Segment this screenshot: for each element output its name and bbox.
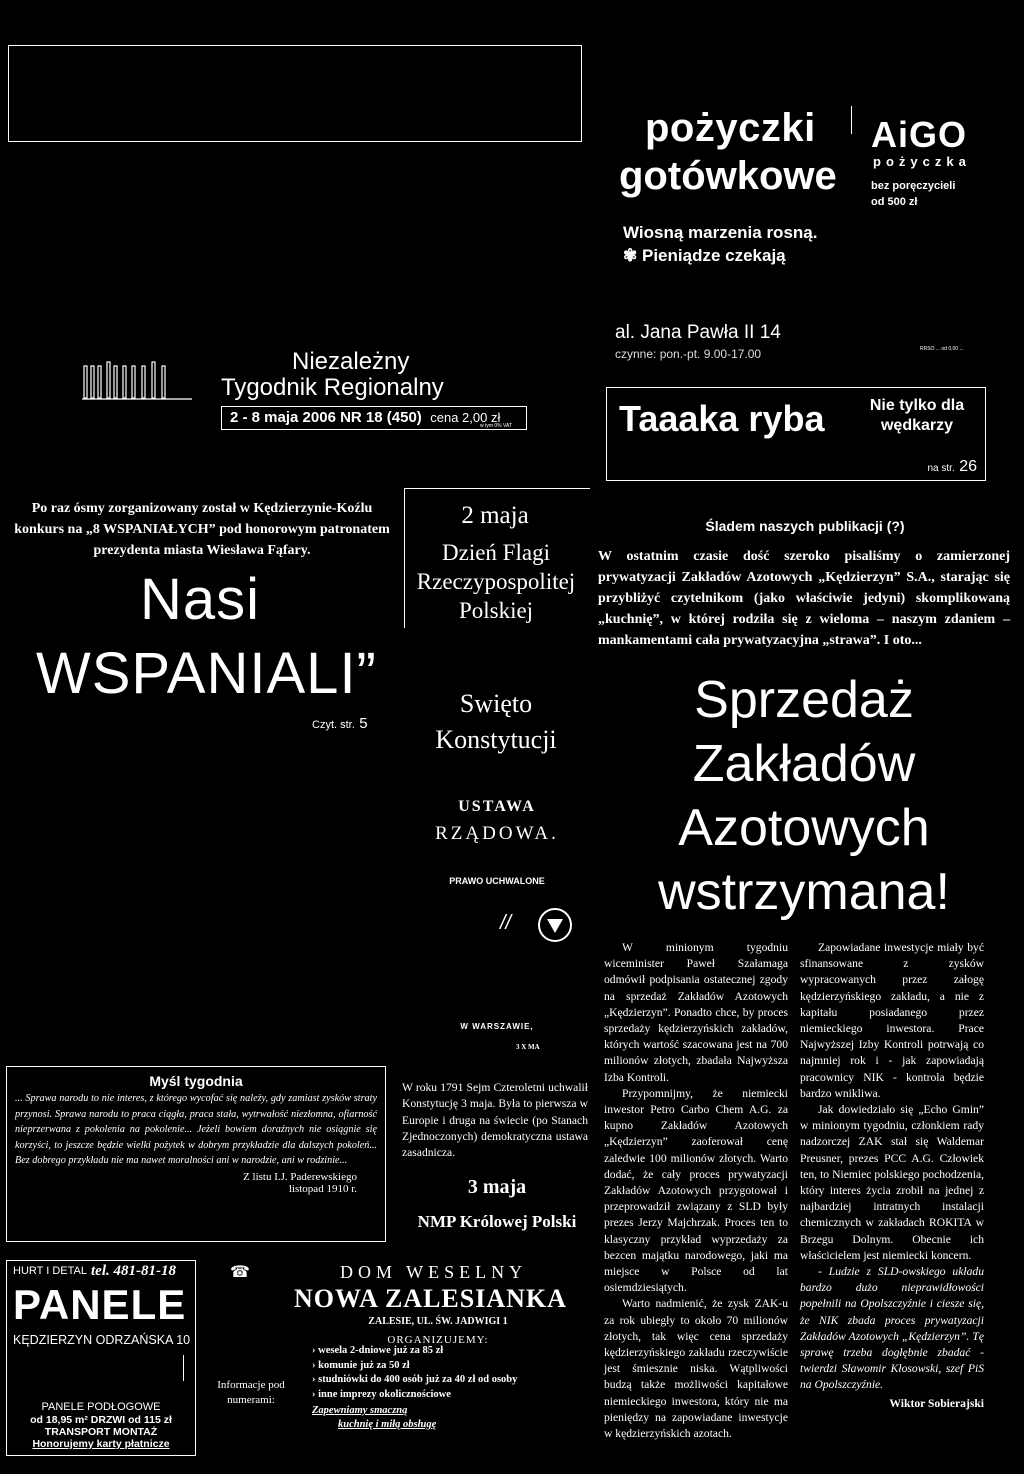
list-item-text: studniówki do 400 osób już za 40 zł od osoby xyxy=(318,1374,518,1385)
logo-bars-icon xyxy=(82,358,194,400)
holiday-constitution: Swięto Konstytucji xyxy=(435,689,557,754)
loans-slogan-1: Wiosną marzenia rosną. xyxy=(623,223,818,242)
list-item-text: komunie już za 50 zł xyxy=(318,1359,410,1371)
quote-source: Z listu I.J. Paderewskiego xyxy=(243,1170,357,1183)
aigo-logo: AiGO xyxy=(871,114,968,155)
holiday-date-1: 2 maja xyxy=(461,502,529,529)
wedding-title-1: DOM WESELNY xyxy=(340,1262,528,1282)
loans-headline-2: gotówkowe xyxy=(619,154,837,198)
azoty-col2-p2: Jak dowiedziało się „Echo Gmin” w minionym tygodniu, członkiem rady nadzorczej ZAK stał się Waldemar Preusner, prezes PCC A.G. Człowiek ten, to Niemiec polskiego pochodzenia, który interes życia zrobił na jednej z najbardziej intratnych instalacji chemicznych w zakładach ROKITA w Brzegu Dolnym. Obecnie ich właścicielem jest niemiecki koncern. xyxy=(800,1103,984,1262)
loans-fineprint: RRSO ... od 0,00 ... xyxy=(920,346,964,352)
masthead-line2: Tygodnik Regionalny xyxy=(221,374,444,401)
wedding-phone-icon: ☎ xyxy=(230,1264,250,1281)
feather-mark: // xyxy=(500,912,512,934)
panele-address: KĘDZIERZYN ODRZAŃSKA 10 xyxy=(13,1333,191,1347)
wspaniali-read-prefix: Czyt. str. xyxy=(312,719,355,731)
holiday-name-2: NMP Królowej Polski xyxy=(417,1212,577,1231)
wedding-info: Informacje pod numerami: xyxy=(217,1379,285,1406)
wedding-list xyxy=(312,1344,517,1402)
azoty-headline-2: Zakładów xyxy=(692,735,916,793)
wspaniali-read-page: 5 xyxy=(359,715,368,732)
fish-subtitle: Nie tylko dla wędkarzy xyxy=(869,397,965,434)
aigo-sub: pożyczka xyxy=(873,154,971,169)
quote-date: listopad 1910 r. xyxy=(288,1182,357,1195)
azoty-col2-p1: Zapowiadane inwestycje miały być sfinansowane z zysków wypracowanych przez załogę kędzierzyńskiego zakładu, a nie z kapitału posiadanego przez niemieckiego inwestora. Prace Najwyższej Izby Kontroli potrwają co najmniej rok i - jak zapowiadają pracownicy NIK - kontrola będzie bardzo wnikliwa. xyxy=(800,941,984,1100)
constitution-body: W roku 1791 Sejm Czteroletni uchwalił Konstytucję 3 maja. Była to pierwsza w Europie i druga na świecie (po Stanach Zjednoczonych) demokratyczna ustawa zasadnicza. xyxy=(402,1081,588,1160)
azoty-col1-p2: Przypomnijmy, że niemiecki inwestor Petro Carbo Chem A.G. za kupno Zakładów Azotowych „Kędzierzyn” zaoferował cenę zaledwie 100 milionów złotych. Warto dodać, że cały proces prywatyzacji Zakładów Azotowych przygotował i przeprowadził związany z SLD były prezes Jerzy Majchrzak. Proces ten to klasyczny przykład wyprzedaży za bezcen majątku narodowego, jaki ma miejsce w Polsce od lat osiemdziesiątych. xyxy=(604,1086,788,1295)
loans-slogan-2 xyxy=(623,246,786,266)
masthead-line1: Niezależny xyxy=(292,348,410,375)
ad-divider xyxy=(851,106,852,134)
constitution-doc-place: W WARSZAWIE, xyxy=(460,1022,534,1031)
constitution-doc-sub: PRAWO UCHWALONE xyxy=(449,876,545,886)
emblem-icon xyxy=(535,905,575,950)
holiday-date-2: 3 maja xyxy=(467,1176,527,1198)
panele-line1: PANELE PODŁOGOWE xyxy=(41,1401,161,1413)
list-item: › studniówki do 400 osób już za 40 zł od osoby xyxy=(312,1374,518,1385)
azoty-author: Wiktor Sobierajski xyxy=(889,1396,984,1410)
panele-ad xyxy=(6,1260,196,1456)
wedding-footer-2: kuchnię i miłą obsługę xyxy=(338,1419,437,1430)
constitution-doc-date: 3 X MA xyxy=(516,1043,540,1051)
list-item: › inne imprezy okolicznościowe xyxy=(312,1388,451,1400)
issue-box xyxy=(221,406,527,430)
fish-page-prefix: na str. xyxy=(927,463,955,474)
masthead-logo-bars xyxy=(82,358,194,400)
wedding-organizes: ORGANIZUJEMY: xyxy=(387,1334,489,1346)
azoty-headline-1: Sprzedaż xyxy=(694,671,914,729)
quote-text: ... Sprawa narodu to nie interes, z którego wycofać się należy, gdy zamiast zysków straty przynosi. Sprawa narodu to praca ciągła, praca stała, wytrwałość niezłomna, ofiarność nieprzerwana z pokolenia na pokolenie... Jeżeli bowiem doraźnych nie osiągnie się korzyści, to jeszcze będzie wielki pożytek w dobrym przykładzie dla dalszych pokoleń... Bez dobrego przykładu nie ma nawet moralności ani w narodzie, ani w rodzinie... xyxy=(15,1093,377,1166)
issue-vat: w tym 0% VAT xyxy=(479,423,512,429)
loans-headline-1: pożyczki xyxy=(645,106,816,150)
issue-date: 2 - 8 maja 2006 NR 18 (450) xyxy=(230,409,422,426)
constitution-doc-title-2: RZĄDOWA. xyxy=(435,823,559,844)
list-item-text: inne imprezy okolicznościowe xyxy=(318,1388,451,1400)
azoty-headline xyxy=(598,668,1010,924)
wspaniali-title-1: Nasi xyxy=(140,567,261,632)
azoty-headline-3: Azotowych xyxy=(678,799,930,857)
wedding-address: ZALESIE, UL. ŚW. JADWIGI 1 xyxy=(368,1316,508,1327)
fish-teaser-box xyxy=(606,387,986,481)
loan-amount: od 500 zł xyxy=(871,196,918,208)
azoty-kicker: Śladem naszych publikacji (?) xyxy=(705,518,905,534)
azoty-col-2 xyxy=(800,940,984,1412)
quote-box xyxy=(6,1066,386,1242)
loans-address: al. Jana Pawła II 14 xyxy=(615,322,781,343)
panele-tag: HURT I DETAL xyxy=(13,1265,87,1277)
top-blank-box xyxy=(8,45,582,142)
panele-phone: tel. 481-81-18 xyxy=(91,1263,176,1279)
wspaniali-title-2: WSPANIALI” xyxy=(36,641,377,706)
panele-line3: TRANSPORT MONTAŻ xyxy=(44,1426,158,1438)
list-item: › komunie już za 50 zł xyxy=(312,1359,410,1371)
money-icon: ✾ xyxy=(623,246,638,265)
wspaniali-intro: Po raz ósmy zorganizowany został w Kędzierzynie-Koźlu konkurs na „8 WSPANIAŁYCH” pod honorowym patronatem prezydenta miasta Wiesława Fąfary. xyxy=(14,501,390,558)
fish-page: 26 xyxy=(959,458,977,475)
loans-hours: czynne: pon.-pt. 9.00-17.00 xyxy=(615,347,762,361)
loans-slogan-2-text: Pieniądze czekają xyxy=(641,246,786,265)
no-guarantor: bez poręczycieli xyxy=(871,180,956,192)
fish-page-ref xyxy=(928,458,978,476)
wspaniali-read-ref xyxy=(312,715,368,733)
azoty-lead: W ostatnim czasie dość szeroko pisaliśmy o zamierzonej prywatyzacji Zakładów Azotowych „Kędzierzyn” S.A., starając się przybliżyć czytelnikom (jako właściwie jedyni) skomplikowaną „kuchnię”, w której rodziła się z wieloma – naszym zdaniem – mankamentami cała prywatyzacyjna „strawa”. I oto... xyxy=(598,549,1010,648)
wedding-title-2: NOWA ZALESIANKA xyxy=(294,1284,567,1313)
holiday-name-1: Dzień Flagi Rzeczypospolitej Polskiej xyxy=(416,540,576,623)
list-item-text: wesela 2-dniowe już za 85 zł xyxy=(318,1345,444,1356)
azoty-col1-p3: Warto nadmienić, że zysk ZAK-u za rok ubiegły to około 70 milionów złotych, tak więc cena sprzedaży kędzierzyńskiego zakładu rzeczywiście jest śmiesznie niska. Wątpliwości budzą także możliwości kapitałowe niemieckiego inwestora, który nie ma pieniędzy na zapowiadane inwestycje w kędzierzyńskich azotach. xyxy=(604,1297,788,1441)
azoty-col1-p1: W minionym tygodniu wiceminister Paweł Szałamaga odmówił podpisania ostatecznej zgody na sprzedaż Zakładów Azotowych „Kędzierzyn”. Ponadto chce, by proces sprzedaży kędzierzyńskich zakładów, których wartość szacowana jest na 700 milionów złotych, zbadała Najwyższa Izba Kontroli. xyxy=(604,941,788,1084)
panele-line2: od 18,95 m² DRZWI od 115 zł xyxy=(30,1414,172,1426)
list-item: › wesela 2-dniowe już za 85 zł xyxy=(312,1345,444,1356)
fish-title: Taaaka ryba xyxy=(619,398,825,439)
wedding-footer-1: Zapewniamy smaczną xyxy=(312,1405,408,1416)
azoty-headline-4: wstrzymana! xyxy=(658,863,950,921)
issue-price: cena 2,00 zł xyxy=(430,410,501,425)
azoty-col2-p3: - Ludzie z SLD-owskiego układu bardzo dużo nieprawidłowości popełnili na Opolszczyźnie i ciesze się, że NIK zbada proces prywatyzacji Zakładów Azotowych „Kędzierzyn”. Tę sprawę trzeba dogłębnie zbadać - twierdzi Sławomir Kłosowski, szef PiS na Opolszczyźnie. xyxy=(800,1265,984,1392)
panele-brand: PANELE xyxy=(13,1281,187,1328)
loans-ad xyxy=(615,96,1024,296)
holidays-top-line xyxy=(404,488,590,489)
constitution-doc-title-1: USTAWA xyxy=(458,798,536,815)
azoty-col-1 xyxy=(604,940,788,1442)
panele-divider xyxy=(183,1355,184,1381)
panele-line4: Honorujemy karty płatnicze xyxy=(32,1438,170,1450)
quote-title: Myśl tygodnia xyxy=(149,1073,243,1089)
